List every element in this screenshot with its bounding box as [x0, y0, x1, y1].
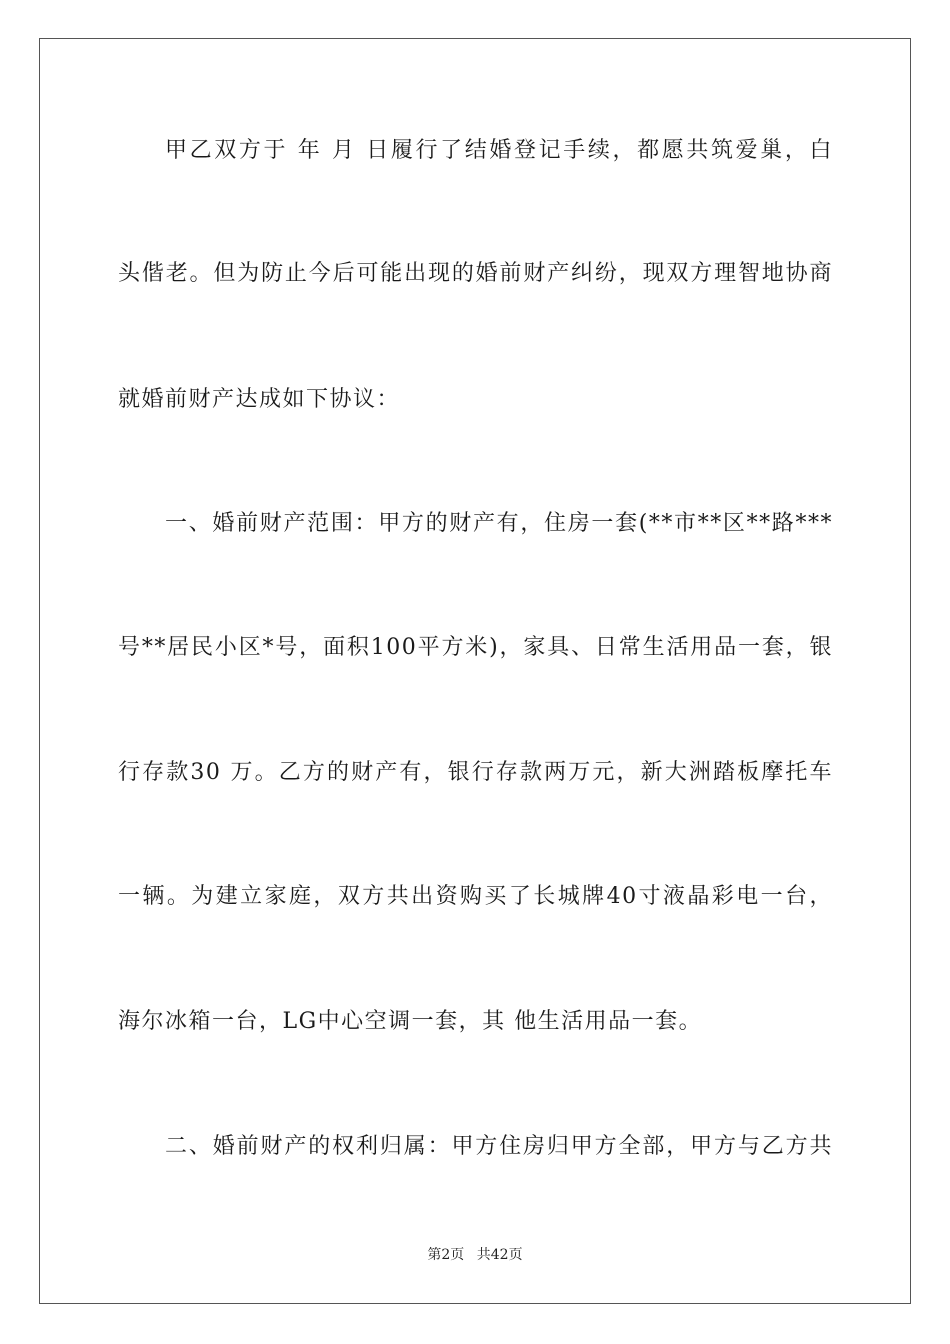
- text-line-3: 就婚前财产达成如下协议：: [118, 387, 401, 412]
- page-number: 第2页: [427, 1247, 465, 1263]
- text-line-4: 一、婚前财产范围：甲方的财产有，住房一套(**市**区**路***: [165, 511, 833, 536]
- text-line-6: 行存款30 万。乙方的财产有，银行存款两万元，新大洲踏板摩托车: [118, 760, 833, 785]
- page-footer: [0, 1246, 950, 1264]
- text-line-2: 头偕老。但为防止今后可能出现的婚前财产纠纷，现双方理智地协商: [118, 261, 833, 286]
- text-line-5: 号**居民小区*号，面积100平方米)，家具、日常生活用品一套，银: [118, 635, 833, 660]
- text-line-8: 海尔冰箱一台，LG中心空调一套，其 他生活用品一套。: [118, 1009, 703, 1034]
- text-line-7: 一辆。为建立家庭，双方共出资购买了长城牌40寸液晶彩电一台，: [118, 884, 833, 909]
- page-total: 共42页: [476, 1247, 523, 1263]
- page-border: [39, 38, 911, 1304]
- text-line-1: 甲乙双方于 年 月 日履行了结婚登记手续，都愿共筑爱巢，白: [165, 138, 833, 163]
- text-line-9: 二、婚前财产的权利归属：甲方住房归甲方全部，甲方与乙方共: [165, 1134, 833, 1159]
